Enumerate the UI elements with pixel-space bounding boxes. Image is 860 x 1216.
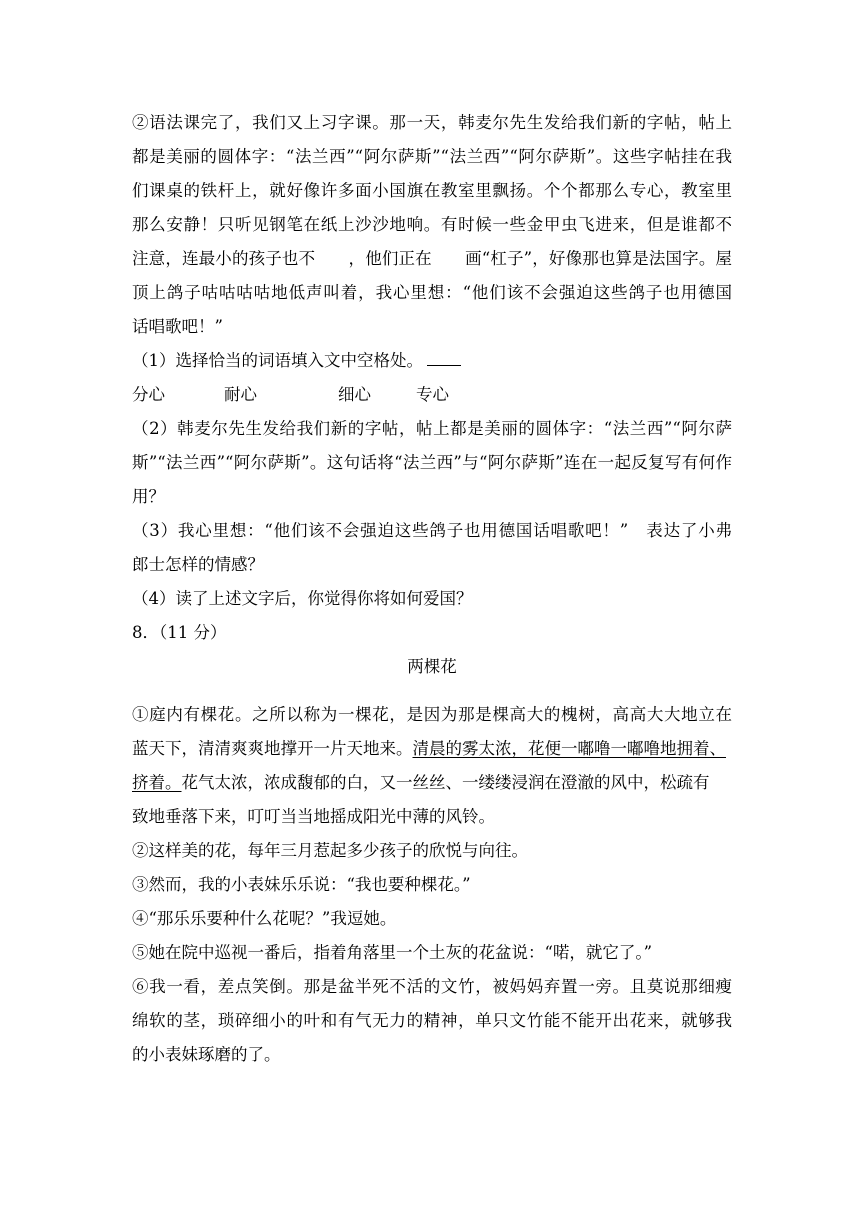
underlined-sentence: 清晨的雾太浓，花便一嘟噜一嘟噜地拥着、 <box>412 739 726 758</box>
essay-line: 致地垂落下来，叮叮当当地摇成阳光中薄的风铃。 <box>132 807 495 826</box>
question-3-line: （3）我心里想：“他们该不会强迫这些鸽子也用德国话唱歌吧！” 表达了小弗 <box>132 521 732 540</box>
essay-line: ⑤她在院中巡视一番后，指着角落里一个土灰的花盆说：“喏，就它了。” <box>132 943 653 962</box>
option-word: 耐心 <box>224 385 257 404</box>
question-1-text: （1）选择恰当的词语填入文中空格处。 <box>132 351 423 370</box>
question-2-line: 斯”“法兰西”“阿尔萨斯”。这句话将“法兰西”与“阿尔萨斯”连在一起反复写有何作 <box>132 453 732 472</box>
essay-text: 蓝天下，清清爽爽地撑开一片天地来。 <box>132 739 413 758</box>
passage-line: 顶上鸽子咕咕咕咕地低声叫着，我心里想：“他们该不会强迫这些鸽子也用德国 <box>132 283 732 302</box>
question-2-line: （2）韩麦尔先生发给我们新的字帖，帖上都是美丽的圆体字：“法兰西”“阿尔萨 <box>132 419 732 438</box>
essay-text: 花气太浓，浓成馥郁的白，又一丝丝、一缕缕浸润在澄澈的风中，松疏有 <box>181 773 710 792</box>
essay-line: ⑥我一看，差点笑倒。那是盆半死不活的文竹，被妈妈弃置一旁。且莫说那细瘦 <box>132 977 732 996</box>
question-3-line: 郎士怎样的情感？ <box>132 555 264 574</box>
essay-line: ④“那乐乐要种什么花呢？”我逗她。 <box>132 909 397 928</box>
essay-line: 的小表妹琢磨的了。 <box>132 1045 281 1064</box>
question-8-header: 8．（11 分） <box>132 623 227 642</box>
essay-line: ②这样美的花，每年三月惹起多少孩子的欣悦与向往。 <box>132 841 528 860</box>
essay-line <box>132 739 732 759</box>
passage-line: 注意，连最小的孩子也不 ，他们正在 画“杠子”，好像那也算是法国字。屋 <box>132 249 732 268</box>
option-word: 分心 <box>132 385 165 404</box>
answer-blank[interactable] <box>427 351 461 366</box>
passage-line: 话唱歌吧！” <box>132 317 223 336</box>
essay-line: ①庭内有棵花。之所以称为一棵花，是因为那是棵高大的槐树，高高大大地立在 <box>132 705 732 724</box>
option-word: 细心 <box>338 385 371 404</box>
underlined-sentence: 挤着。 <box>132 773 182 792</box>
option-word: 专心 <box>416 385 449 404</box>
essay-line: 绵软的茎，琐碎细小的叶和有气无力的精神，单只文竹能不能开出花来，就够我 <box>132 1011 732 1030</box>
passage-line: 那么安静！只听见钢笔在纸上沙沙地响。有时候一些金甲虫飞进来，但是谁都不 <box>132 215 732 234</box>
question-1 <box>132 351 732 371</box>
passage-line: 们课桌的铁杆上，就好像许多面小国旗在教室里飘扬。个个都那么专心，教室里 <box>132 181 732 200</box>
essay-line <box>132 773 732 793</box>
question-4: （4）读了上述文字后，你觉得你将如何爱国？ <box>132 589 473 608</box>
question-2-line: 用？ <box>132 487 165 506</box>
essay-title: 两棵花 <box>407 657 457 676</box>
passage-line: ②语法课完了，我们又上习字课。那一天，韩麦尔先生发给我们新的字帖，帖上 <box>132 113 732 132</box>
passage-line: 都是美丽的圆体字：“法兰西”“阿尔萨斯”“法兰西”“阿尔萨斯”。这些字帖挂在我 <box>132 147 732 166</box>
essay-line: ③然而，我的小表妹乐乐说：“我也要种棵花。” <box>132 875 471 894</box>
